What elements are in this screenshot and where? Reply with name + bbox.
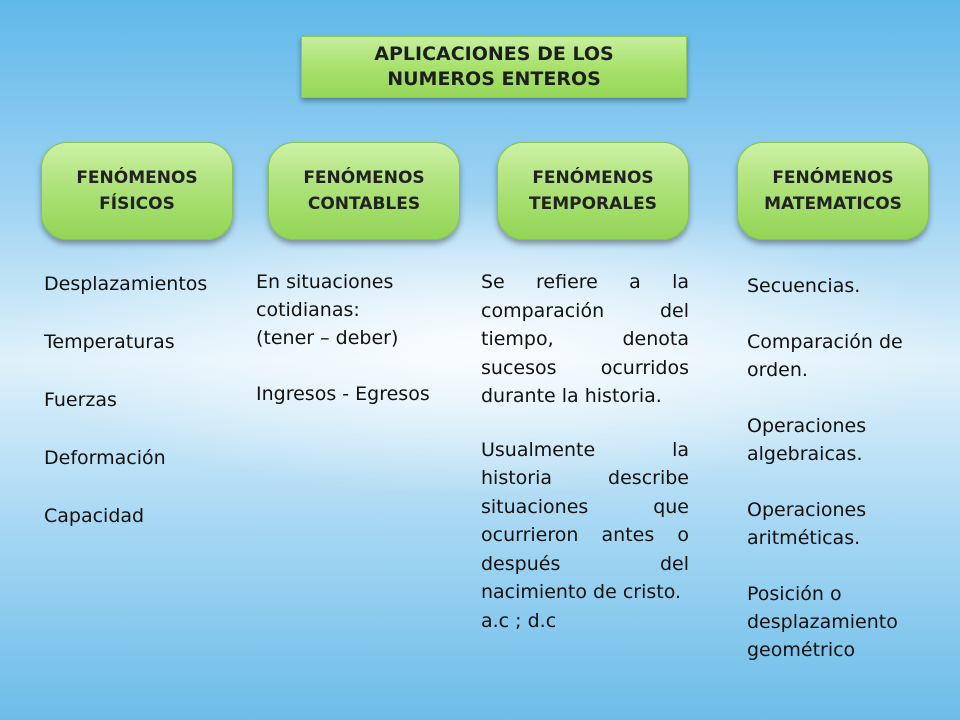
temporales-paragraph-2: Usualmente la historia describe situaciones que ocurrieron antes o después del nacimiento de cristo.	[481, 438, 689, 603]
temporales-paragraph-3: a.c ; d.c	[481, 609, 557, 632]
category-matematicos-line-2: MATEMATICOS	[764, 194, 902, 214]
contables-line-1: En situaciones	[256, 271, 394, 293]
contables-line-4: Ingresos - Egresos	[256, 383, 430, 405]
list-item: Operaciones aritméticas.	[747, 499, 867, 549]
title-line-2: NUMEROS ENTEROS	[387, 68, 601, 90]
category-fisicos	[41, 142, 233, 240]
title-line-1: APLICACIONES DE LOS	[374, 43, 614, 65]
temporales-paragraph-1: Se refiere a la comparación del tiempo, denota sucesos ocurridos durante la historia.	[481, 271, 689, 407]
contables-text	[256, 268, 456, 408]
list-item: Temperaturas	[44, 331, 175, 353]
category-temporales-line-1: FENÓMENOS	[532, 168, 654, 188]
category-matematicos-line-1: FENÓMENOS	[772, 168, 894, 188]
category-matematicos	[737, 142, 929, 240]
list-item: Desplazamientos	[44, 273, 208, 295]
contables-line-3: (tener – deber)	[256, 327, 399, 349]
category-contables	[268, 142, 460, 240]
category-temporales	[497, 142, 689, 240]
list-item: Deformación	[44, 447, 166, 469]
category-fisicos-line-1: FENÓMENOS	[76, 168, 198, 188]
contables-line-2: cotidianas:	[256, 299, 360, 321]
list-item: Posición o desplazamiento geométrico	[747, 583, 898, 661]
list-item: Fuerzas	[44, 389, 117, 411]
category-temporales-line-2: TEMPORALES	[529, 194, 657, 214]
matematicos-list	[747, 272, 927, 692]
list-item: Secuencias.	[747, 275, 861, 297]
fisicos-list	[44, 270, 254, 560]
category-fisicos-line-2: FÍSICOS	[99, 194, 175, 214]
list-item: Capacidad	[44, 505, 145, 527]
category-contables-line-2: CONTABLES	[307, 194, 421, 214]
title-box	[301, 36, 687, 98]
category-contables-line-1: FENÓMENOS	[303, 168, 425, 188]
list-item: Comparación de orden.	[747, 331, 903, 381]
list-item: Operaciones algebraicas.	[747, 415, 867, 465]
temporales-text	[481, 268, 689, 635]
